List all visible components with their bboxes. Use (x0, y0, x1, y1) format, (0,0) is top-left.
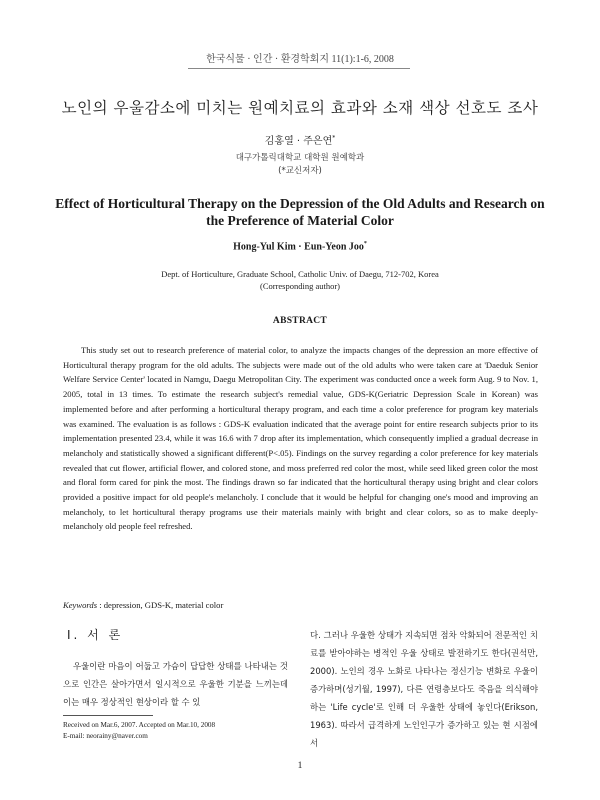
affiliation-english-line2: (Corresponding author) (259, 281, 341, 291)
affiliation-korean-line1: 대구가톨릭대학교 대학원 원예학과 (235, 153, 365, 163)
authors-english (0, 241, 600, 252)
footnote-received: Received on Mar.6, 2007. Accepted on Mar.10, 2008 (63, 721, 216, 729)
intro-left-text: 우울이란 마음이 어둡고 가슴이 답답한 상태를 나타내는 것으로 인간은 살아가면서 일시적으로 우울한 기분을 느끼는데 이는 매우 정상적인 현상이라 할 수 있 (63, 661, 288, 707)
keywords (63, 600, 538, 610)
page-number: 1 (297, 761, 303, 771)
header-rule (188, 68, 410, 69)
section-heading-intro: Ⅰ. 서 론 (67, 628, 124, 642)
corresponding-mark-en: * (363, 241, 367, 247)
abstract-body: This study set out to research preference of material color, to analyze the impacts changes of the depression an more effective of Horticultural therapy program for the old adults. The subjects were made out of the old adults who were taken care at 'Daeduk Senior Welfare Service Center' located in Namgu, Daegu Metropolitan City. The experiment was conducted once a week form Aug. 9 to Nov. 1, 2005, total in 13 times. To estimate the research subject's remedial value, GDS-K(Geriatric Depression Scale in Korean) was implemented before and after performing a horticultural therapy program, and each time a color preference for program key materials was examined. The evaluation is as follows : GDS-K evaluation indicated that the average point for entire research subjects prior to its implementation presented 23.4, while it was 16.6 with 7 drop after its implementation, which consequently implied a gradual decrease in melancholy and statistically showed a significant different(P<.05). Findings on the survey regarding a color preference for key materials revealed that cut flower, artificial flower, and colored stone, and moss preferred red color the most, while seed liked green color the most and floral form cared for pink the most. The findings drawn so far indicated that the horticultural therapy using bright and clear colors provided a positive impact for old people's melancholy. I conclude that it would be helpful for changing one's mood and improving an melancholy, to let horticultural therapy programs use their materials mainly with bright and clear colors, so as to make deeply-melancholy old people feel refreshed. (63, 345, 538, 532)
keywords-text: : depression, GDS-K, material color (97, 600, 224, 610)
affiliation-english-line1: Dept. of Horticulture, Graduate School, Catholic Univ. of Daegu, 712-702, Korea (161, 269, 439, 279)
authors-korean-names: 김홍열 · 주은연 (264, 136, 333, 147)
affiliation-english (0, 268, 600, 292)
footnote-rule (63, 715, 153, 716)
abstract-heading: ABSTRACT (272, 316, 328, 326)
intro-right-text: 다. 그러나 우울한 상태가 지속되면 점차 악화되어 전문적인 치료를 받아야하는 병적인 우울 상태로 발전하기도 한다(권석만, 2000). 노인의 경우 노화로 나타나는 정신기능 변화로 우울이 증가하며(성기월, 1997), 다른 연령층보다도 죽음을 의식해야 하는 'Life cycle'로 인해 더 우울한 상태에 놓인다(Erikson, 1963). 따라서 급격하게 노인인구가 증가하고 있는 현 시점에서 (310, 630, 538, 748)
corresponding-mark: * (332, 134, 336, 142)
footnote-email: E-mail: neorainy@naver.com (63, 732, 148, 740)
left-column (63, 626, 288, 711)
footnote (63, 720, 303, 742)
affiliation-korean-line2: (*교신저자) (278, 166, 322, 176)
journal-header: 한국식물 · 인간 · 환경학회지 11(1):1-6, 2008 (206, 54, 394, 65)
keywords-label: Keywords (63, 600, 98, 610)
authors-korean (0, 132, 600, 147)
title-korean: 노인의 우울감소에 미치는 원예치료의 효과와 소재 색상 선호도 조사 (61, 99, 539, 117)
affiliation-korean (0, 152, 600, 178)
authors-english-names: Hong-Yul Kim · Eun-Yeon Joo (233, 241, 364, 253)
title-english: Effect of Horticultural Therapy on the Depression of the Old Adults and Research on the Preference of Material Color (55, 196, 545, 228)
